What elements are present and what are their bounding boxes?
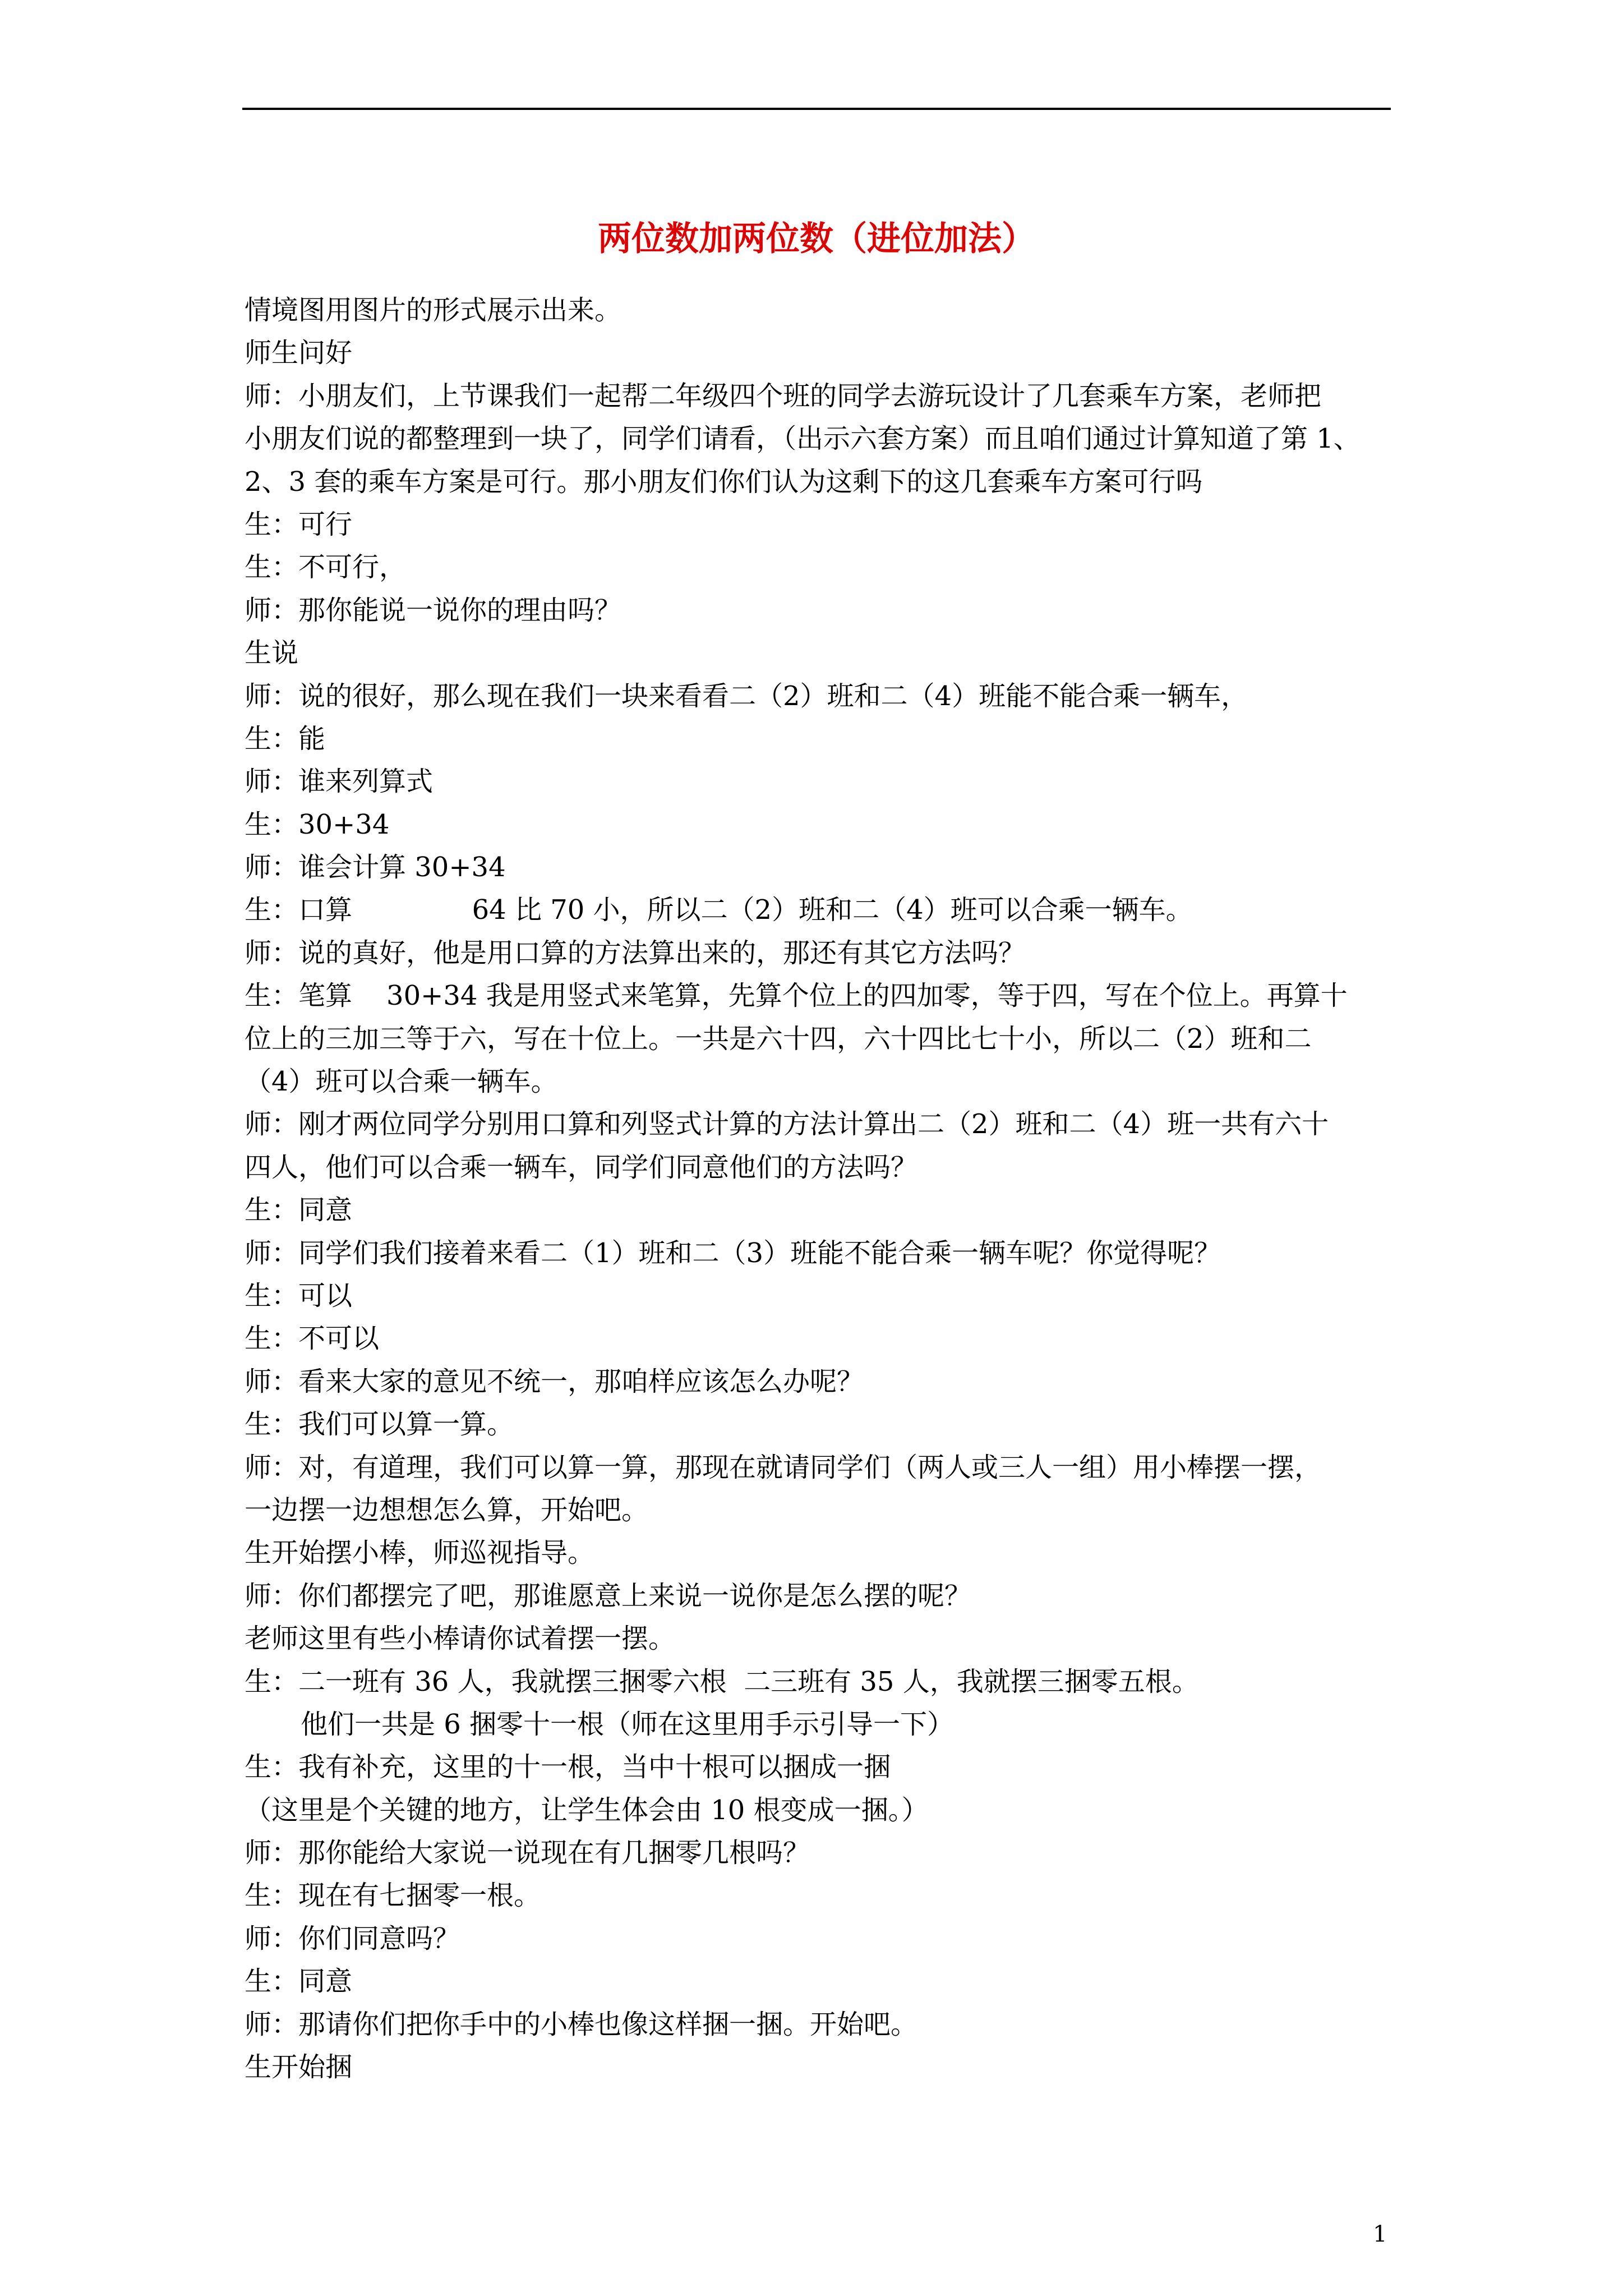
text-line: 师：那你能给大家说一说现在有几捆零几根吗？	[245, 1837, 810, 1869]
text-line: 师：刚才两位同学分别用口算和列竖式计算的方法计算出二（2）班和二（4）班一共有六十	[245, 1108, 1329, 1140]
text-line: 四人，他们可以合乘一辆车，同学们同意他们的方法吗？	[245, 1151, 918, 1183]
text-line: （这里是个关键的地方，让学生体会由 10 根变成一捆。）	[245, 1794, 929, 1826]
document-body	[245, 289, 1394, 2088]
text-line: 师：你们同意吗？	[245, 1922, 460, 1954]
text-line: 2、3 套的乘车方案是可行。那小朋友们你们认为这剩下的这几套乘车方案可行吗	[245, 466, 1203, 498]
text-line: 生：能	[245, 723, 326, 754]
text-line: 生：可行	[245, 508, 353, 540]
text-line: 师：同学们我们接着来看二（1）班和二（3）班能不能合乘一辆车呢？你觉得呢？	[245, 1237, 1221, 1269]
document-title: 两位数加两位数（进位加法）	[598, 219, 1035, 259]
text-line: （4）班可以合乘一辆车。	[245, 1066, 558, 1098]
text-line: 生：30+34	[245, 808, 390, 840]
text-line: 生开始捆	[245, 2051, 353, 2083]
text-line: 师：说的很好，那么现在我们一块来看看二（2）班和二（4）班能不能合乘一辆车，	[245, 680, 1248, 712]
text-line: 师：说的真好，他是用口算的方法算出来的，那还有其它方法吗？	[245, 937, 1026, 969]
text-line: 生：不可以	[245, 1323, 380, 1355]
text-line: 一边摆一边想想怎么算，开始吧。	[245, 1494, 649, 1526]
text-line: 生：同意	[245, 1966, 353, 1998]
text-line: 生：口算 64 比 70 小，所以二（2）班和二（4）班可以合乘一辆车。	[245, 894, 1193, 926]
text-line: 师：那请你们把你手中的小棒也像这样捆一捆。开始吧。	[245, 2008, 918, 2040]
text-line: 小朋友们说的都整理到一块了，同学们请看，（出示六套方案）而且咱们通过计算知道了第 1、	[245, 423, 1361, 455]
text-line: 师：谁来列算式	[245, 766, 434, 798]
text-line: 情境图用图片的形式展示出来。	[245, 295, 622, 326]
text-line: 师：小朋友们，上节课我们一起帮二年级四个班的同学去游玩设计了几套乘车方案，老师把	[245, 380, 1322, 412]
text-line: 师：你们都摆完了吧，那谁愿意上来说一说你是怎么摆的呢？	[245, 1580, 972, 1612]
text-line: 师：那你能说一说你的理由吗？	[245, 594, 622, 626]
text-line: 老师这里有些小棒请你试着摆一摆。	[245, 1623, 676, 1655]
text-line: 生说	[245, 637, 299, 669]
text-line: 生：我有补充，这里的十一根，当中十根可以捆成一捆	[245, 1751, 891, 1783]
text-line: 生：笔算 30+34 我是用竖式来笔算，先算个位上的四加零，等于四，写在个位上。再算十	[245, 980, 1348, 1012]
text-line: 位上的三加三等于六，写在十位上。一共是六十四，六十四比七十小，所以二（2）班和二	[245, 1023, 1312, 1055]
page-number: 1	[1373, 2221, 1387, 2247]
text-line: 生：同意	[245, 1194, 353, 1226]
text-line: 师生问好	[245, 337, 353, 369]
header-rule	[242, 108, 1391, 110]
text-line: 生：二一班有 36 人，我就摆三捆零六根 二三班有 35 人，我就摆三捆零五根。	[245, 1665, 1199, 1697]
text-line: 生开始摆小棒，师巡视指导。	[245, 1537, 595, 1569]
text-line: 他们一共是 6 捆零十一根（师在这里用手示引导一下）	[301, 1708, 955, 1740]
text-line: 师：看来大家的意见不统一，那咱样应该怎么办呢？	[245, 1365, 864, 1397]
text-line: 生：不可行，	[245, 551, 407, 583]
text-line: 生：可以	[245, 1280, 353, 1312]
text-line: 师：对，有道理，我们可以算一算，那现在就请同学们（两人或三人一组）用小棒摆一摆，	[245, 1451, 1322, 1483]
text-line: 生：现在有七捆零一根。	[245, 1880, 541, 1912]
text-line: 生：我们可以算一算。	[245, 1409, 514, 1441]
text-line: 师：谁会计算 30+34	[245, 852, 506, 884]
